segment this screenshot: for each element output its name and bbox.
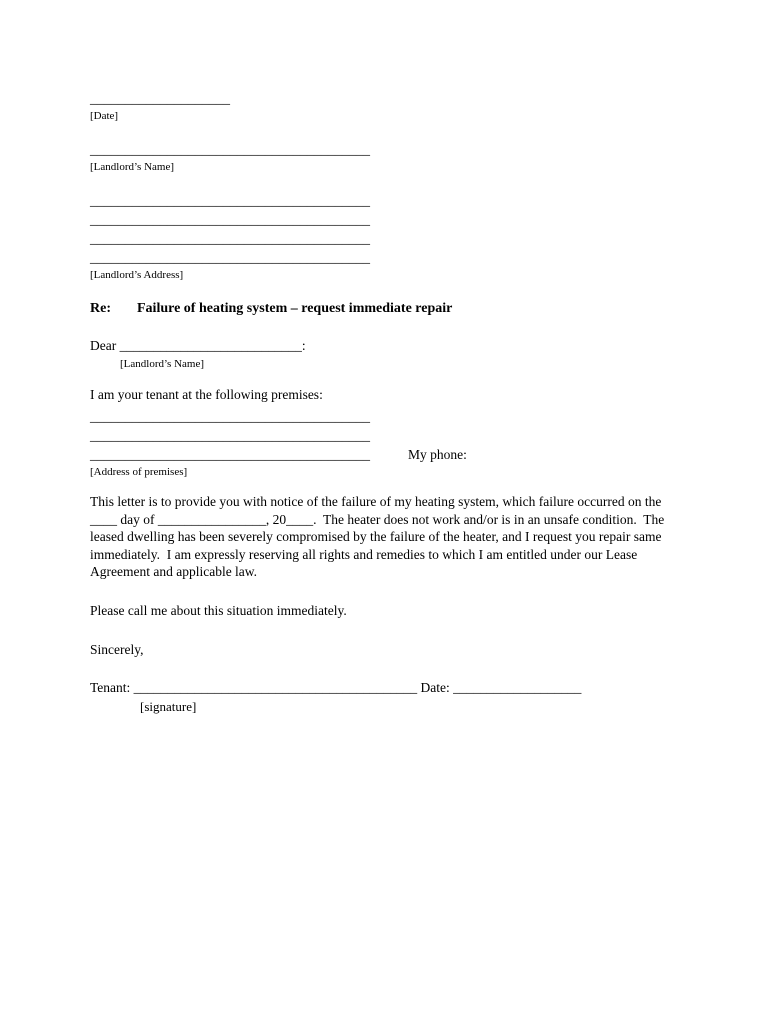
landlord-name-label: [Landlord’s Name] <box>90 161 174 173</box>
landlord-address-blank-line: ________________________________________ <box>90 194 370 209</box>
premises-block <box>90 408 678 479</box>
date-label: [Date] <box>90 110 119 122</box>
landlord-address-blank-line: ________________________________________ <box>90 251 370 266</box>
closing-line: Sincerely, <box>90 641 144 657</box>
landlord-name-blank-line: ________________________________________ <box>90 143 370 158</box>
salutation-prefix: Dear <box>90 338 120 354</box>
tenant-label: Tenant: <box>90 680 134 696</box>
landlord-address-blank-line: ________________________________________ <box>90 213 370 228</box>
premises-address-label: [Address of premises] <box>90 466 188 479</box>
date-field-label: Date: <box>417 680 454 696</box>
body-paragraph: This letter is to provide you with notice of the failure of my heating system, which failure occurred on the ____ day of ________________, 20____. The heater does not work and/or is in an unsafe condition. The leased dwelling has been severely compromised by the failure of the heater, and I request you repair same immediately. I am expressly reserving all rights and remedies to which I am entitled under our Lease Agreement and applicable law. <box>90 494 668 580</box>
signature-hint: [signature] <box>140 698 197 714</box>
date-block <box>90 90 678 123</box>
landlord-name-block <box>90 141 678 174</box>
subject-line <box>90 300 678 318</box>
premises-phone-row <box>90 446 678 465</box>
date-blank-line: ____________________ <box>90 92 230 107</box>
premises-blank-line: ________________________________________ <box>90 448 370 464</box>
date-field-blank: ___________________ <box>453 680 582 696</box>
tenant-signature-row <box>90 679 678 697</box>
premises-blank-line: ________________________________________ <box>90 410 370 426</box>
premises-intro: I am your tenant at the following premises: <box>90 386 323 402</box>
call-request-line: Please call me about this situation immediately. <box>90 603 347 619</box>
phone-label: My phone: <box>408 447 467 463</box>
landlord-address-blank-line: ________________________________________ <box>90 232 370 247</box>
re-label: Re: <box>90 301 111 316</box>
re-subject: Failure of heating system – request immediate repair <box>137 301 453 316</box>
salutation-line <box>90 337 678 355</box>
landlord-address-label: [Landlord’s Address] <box>90 269 184 281</box>
tenant-signature-blank: __________________________________________ <box>133 680 418 696</box>
landlord-address-block <box>90 192 678 282</box>
salutation-colon: : <box>301 338 306 354</box>
salutation-blank-line: ___________________________ <box>119 338 302 354</box>
premises-blank-line: ________________________________________ <box>90 429 370 445</box>
salutation-name-hint: [Landlord’s Name] <box>120 357 204 370</box>
